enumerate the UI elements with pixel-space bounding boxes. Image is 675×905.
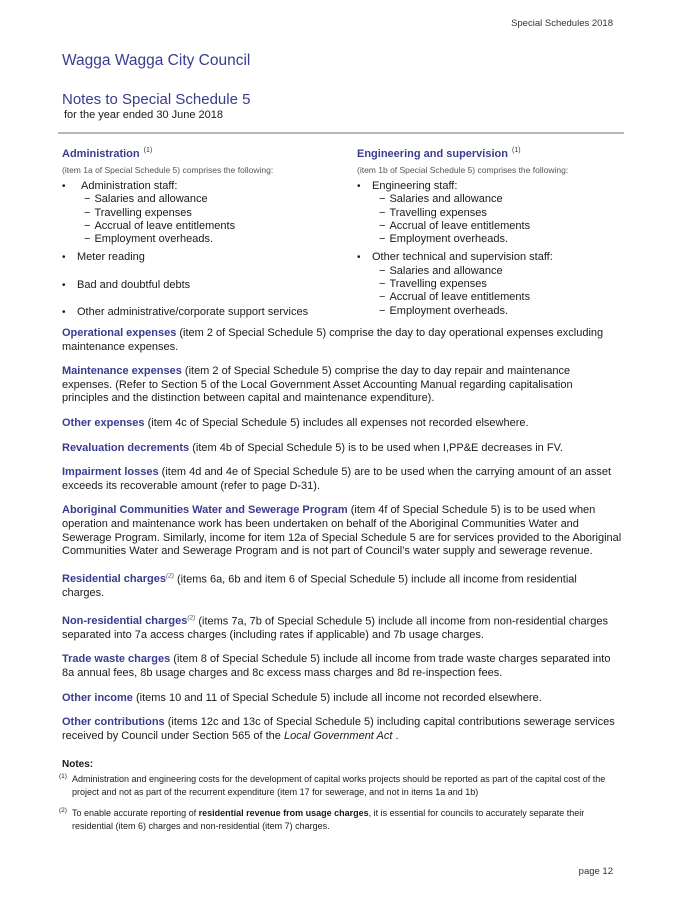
footnote-2: (2) To enable accurate reporting of residential revenue from usage charges, it is essential for councils to accurately separate their residential (item 6) charges and non-residential (item 7) charges. bbox=[59, 807, 585, 831]
paragraph-impairment-losses: Impairment losses (item 4d and 4e of Special Schedule 5) are to be used when the carrying amount of an asset exceeds its recoverable amount (refer to page D-31). bbox=[62, 466, 612, 492]
paragraph-other-income: Other income (items 10 and 11 of Special Schedule 5) include all income not recorded elsewhere. bbox=[62, 691, 542, 704]
running-header: Special Schedules 2018 bbox=[511, 18, 613, 29]
list-item: • Other administrative/corporate support services bbox=[62, 306, 342, 319]
sub-item: − Employment overheads. bbox=[379, 304, 509, 317]
list-item: • Bad and doubtful debts bbox=[62, 279, 342, 292]
sub-item: − Accrual of leave entitlements bbox=[379, 291, 531, 304]
paragraph-other-expenses: Other expenses (item 4c of Special Schedule 5) includes all expenses not recorded elsewhere. bbox=[62, 416, 529, 429]
list-item: • Other technical and supervision staff: − Salaries and allowance − Travelling expenses − Accrual of leave entitlements − Employment overheads. bbox=[357, 251, 627, 317]
sub-item: − Employment overheads. bbox=[379, 233, 509, 246]
header-divider bbox=[58, 132, 624, 134]
sub-item: − Salaries and allowance bbox=[379, 193, 503, 206]
sub-item: − Travelling expenses bbox=[379, 278, 487, 291]
footnote-1: (1) Administration and engineering costs for the development of capital works projects should be reported as part of the capital cost of the project and not as part of the recurrent expenditure (item 17 for sewerage, and not in items 1a and 1b) bbox=[59, 773, 606, 797]
footnote-ref: (1) bbox=[511, 147, 521, 154]
paragraph-maintenance-expenses: Maintenance expenses (item 2 of Special Schedule 5) comprise the day to day repair and maintenance expenses. (Refer to Section 5 of the Local Government Asset Accounting Manual regarding capitalisation principles and the distinction between capital and maintenance expenditure). bbox=[62, 365, 573, 405]
paragraph-residential-charges: Residential charges$^{(2)}$ (items 6a, 6b and item 6 of Special Schedule 5) include all income from residential charges. bbox=[62, 572, 577, 599]
paragraph-other-contributions: Other contributions (items 12c and 13c of Special Schedule 5) including capital contributions sewerage services received by Council under Section 565 of the Local Government Act . bbox=[62, 716, 615, 742]
sub-list bbox=[372, 193, 627, 246]
engineering-list bbox=[357, 180, 627, 318]
administration-heading: Administration $^{(1)}$ bbox=[62, 147, 153, 160]
list-item: • Meter reading bbox=[62, 251, 342, 264]
paragraph-revaluation-decrements: Revaluation decrements (item 4b of Special Schedule 5) is to be used when I,PP&E decreases in FV. bbox=[62, 441, 563, 454]
sub-item: − Accrual of leave entitlements bbox=[379, 219, 531, 232]
administration-column bbox=[62, 147, 342, 319]
sub-item: − Travelling expenses bbox=[84, 206, 192, 219]
footnotes bbox=[59, 758, 622, 837]
council-name: Wagga Wagga City Council bbox=[62, 52, 251, 69]
engineering-heading: Engineering and supervision $^{(1)}$ bbox=[357, 147, 521, 160]
list-item: • Engineering staff: − Salaries and allowance − Travelling expenses − Accrual of leave entitlements − Employment overheads. bbox=[357, 180, 627, 246]
engineering-note: (item 1b of Special Schedule 5) comprises the following: bbox=[357, 165, 569, 175]
sub-item: − Accrual of leave entitlements bbox=[84, 219, 236, 232]
page-number: page 12 bbox=[578, 866, 613, 877]
list-item: • Administration staff: − Salaries and allowance − Travelling expenses − Accrual of leave entitlements − Employment overheads. bbox=[62, 180, 342, 246]
sub-item: − Salaries and allowance bbox=[84, 193, 208, 206]
definitions-body bbox=[62, 327, 622, 754]
notes-heading: Notes: bbox=[62, 759, 94, 770]
notes-subtitle: for the year ended 30 June 2018 bbox=[64, 109, 224, 121]
engineering-column bbox=[357, 147, 627, 318]
notes-title: Notes to Special Schedule 5 bbox=[62, 91, 251, 108]
sub-list bbox=[77, 193, 342, 246]
paragraph-operational-expenses: Operational expenses (item 2 of Special Schedule 5) comprise the day to day operational expenses excluding maintenance expenses. bbox=[62, 327, 604, 353]
sub-list bbox=[372, 265, 627, 318]
paragraph-trade-waste-charges: Trade waste charges (item 8 of Special Schedule 5) include all income from trade waste charges separated into 8a annual fees, 8b usage charges and 8c excess mass charges and 8d re-inspection fees. bbox=[62, 653, 611, 679]
footnote-ref: (1) bbox=[143, 147, 153, 154]
sub-item: − Employment overheads. bbox=[84, 233, 214, 246]
administration-note: (item 1a of Special Schedule 5) comprises the following: bbox=[62, 165, 274, 175]
sub-item: − Salaries and allowance bbox=[379, 264, 503, 277]
paragraph-non-residential-charges: Non-residential charges$^{(2)}$ (items 7a, 7b of Special Schedule 5) include all income from non-residential charges separated into 7a access charges (including rates if applicable) and 7b usage charges. bbox=[62, 614, 608, 641]
administration-list bbox=[62, 180, 342, 319]
paragraph-aboriginal-program: Aboriginal Communities Water and Sewerage Program (item 4f of Special Schedule 5) is to be used when operation and maintenance work has been undertaken on behalf of the Aboriginal Communities Water and Sewerage Program. Similarly, income for item 12a of Special Schedule 5 are for services provided to the Aboriginal Communities Water and Sewerage Program and is not part of Council’s water supply and sewerage revenue. bbox=[62, 504, 622, 558]
sub-item: − Travelling expenses bbox=[379, 206, 487, 219]
